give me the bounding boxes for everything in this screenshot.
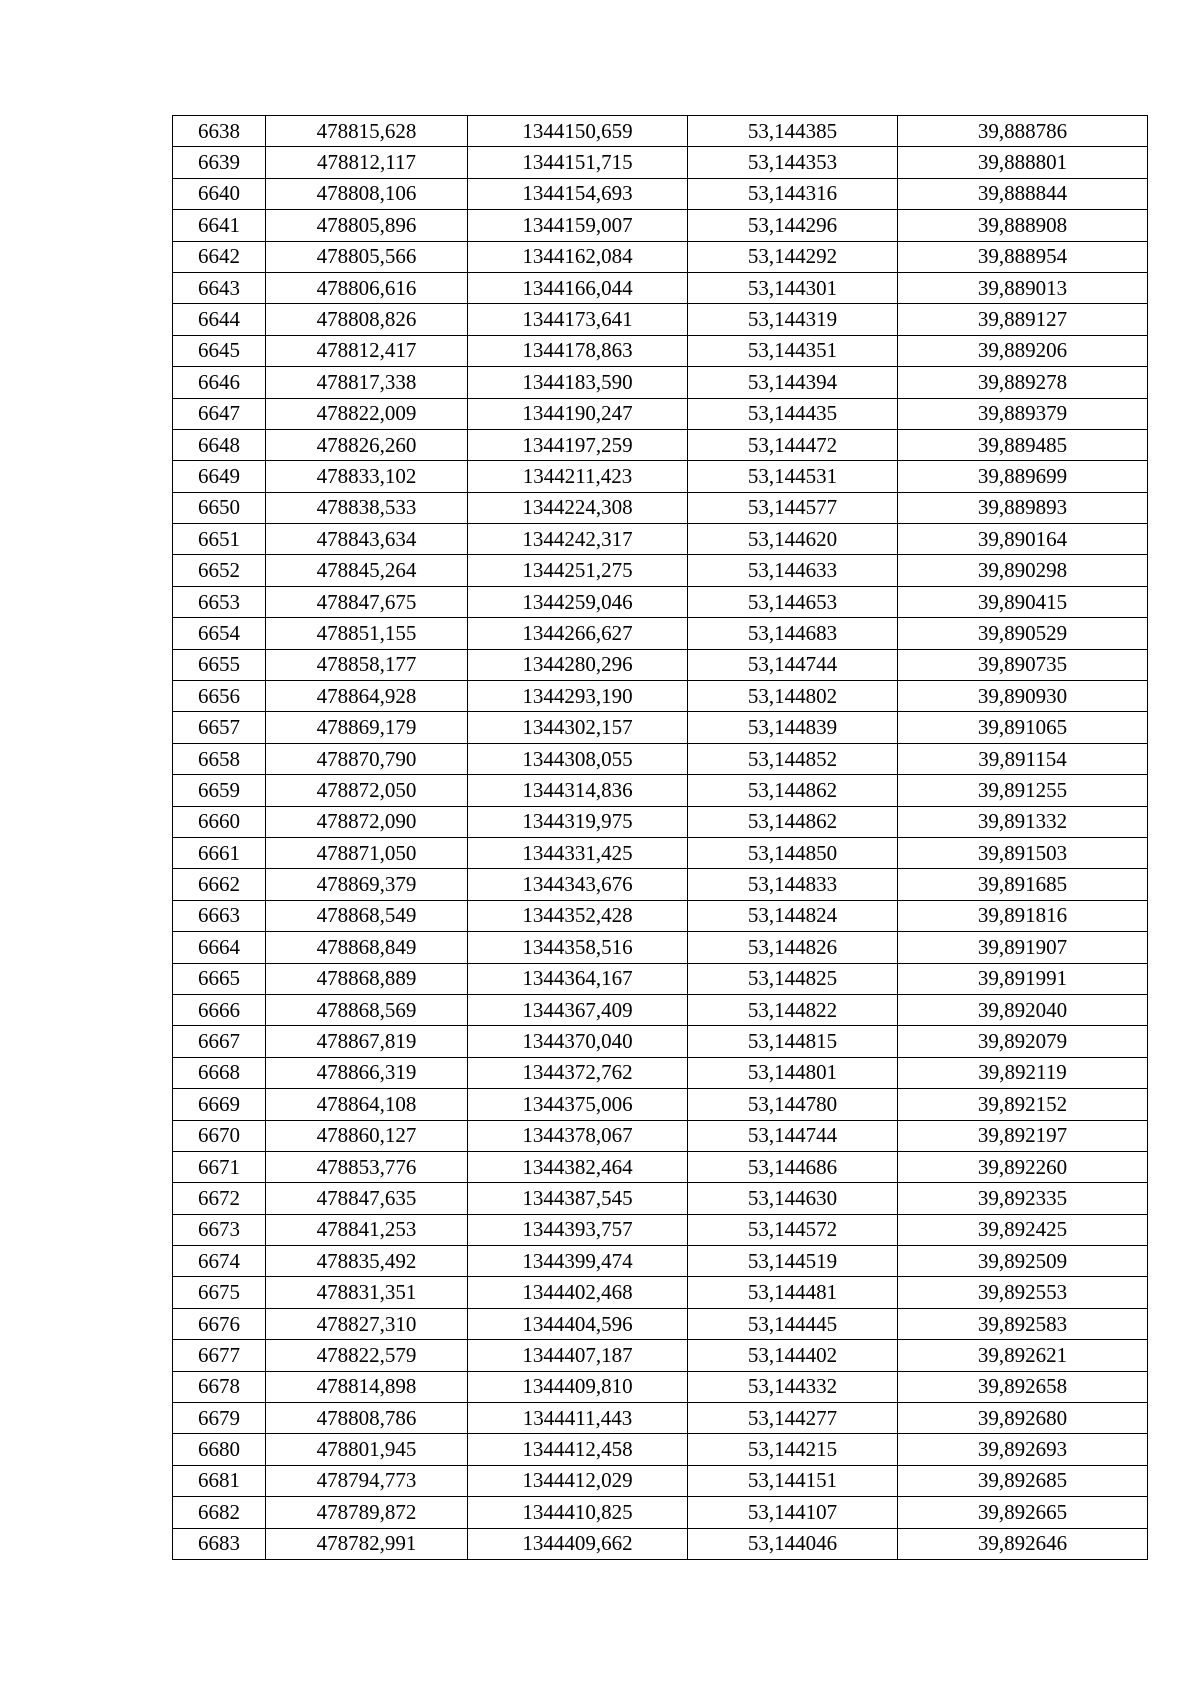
latitude-cell: 53,144296 [688, 210, 898, 241]
x-coordinate-cell: 478847,675 [266, 586, 468, 617]
latitude-cell: 53,144826 [688, 932, 898, 963]
y-coordinate-cell: 1344407,187 [468, 1340, 688, 1371]
point-number-cell: 6639 [173, 147, 266, 178]
table-row [173, 524, 1148, 555]
longitude-cell: 39,890529 [898, 618, 1148, 649]
longitude-cell: 39,892119 [898, 1057, 1148, 1088]
table-row [173, 492, 1148, 523]
table-row [173, 618, 1148, 649]
longitude-cell: 39,892685 [898, 1465, 1148, 1496]
y-coordinate-cell: 1344224,308 [468, 492, 688, 523]
y-coordinate-cell: 1344166,044 [468, 272, 688, 303]
table-row [173, 994, 1148, 1025]
table-row [173, 1528, 1148, 1559]
y-coordinate-cell: 1344364,167 [468, 963, 688, 994]
x-coordinate-cell: 478860,127 [266, 1120, 468, 1151]
y-coordinate-cell: 1344162,084 [468, 241, 688, 272]
y-coordinate-cell: 1344352,428 [468, 900, 688, 931]
y-coordinate-cell: 1344409,810 [468, 1371, 688, 1402]
longitude-cell: 39,892680 [898, 1403, 1148, 1434]
point-number-cell: 6663 [173, 900, 266, 931]
latitude-cell: 53,144351 [688, 335, 898, 366]
y-coordinate-cell: 1344331,425 [468, 837, 688, 868]
longitude-cell: 39,889127 [898, 304, 1148, 335]
x-coordinate-cell: 478870,790 [266, 743, 468, 774]
latitude-cell: 53,144824 [688, 900, 898, 931]
point-number-cell: 6669 [173, 1089, 266, 1120]
y-coordinate-cell: 1344410,825 [468, 1497, 688, 1528]
point-number-cell: 6644 [173, 304, 266, 335]
point-number-cell: 6661 [173, 837, 266, 868]
x-coordinate-cell: 478806,616 [266, 272, 468, 303]
x-coordinate-cell: 478817,338 [266, 367, 468, 398]
latitude-cell: 53,144277 [688, 1403, 898, 1434]
table-row [173, 147, 1148, 178]
x-coordinate-cell: 478872,090 [266, 806, 468, 837]
longitude-cell: 39,890298 [898, 555, 1148, 586]
point-number-cell: 6648 [173, 429, 266, 460]
latitude-cell: 53,144472 [688, 429, 898, 460]
point-number-cell: 6673 [173, 1214, 266, 1245]
table-row [173, 1183, 1148, 1214]
latitude-cell: 53,144332 [688, 1371, 898, 1402]
point-number-cell: 6682 [173, 1497, 266, 1528]
latitude-cell: 53,144215 [688, 1434, 898, 1465]
table-row [173, 367, 1148, 398]
x-coordinate-cell: 478864,928 [266, 681, 468, 712]
y-coordinate-cell: 1344159,007 [468, 210, 688, 241]
y-coordinate-cell: 1344211,423 [468, 461, 688, 492]
y-coordinate-cell: 1344367,409 [468, 994, 688, 1025]
x-coordinate-cell: 478867,819 [266, 1026, 468, 1057]
y-coordinate-cell: 1344412,029 [468, 1465, 688, 1496]
longitude-cell: 39,889278 [898, 367, 1148, 398]
point-number-cell: 6667 [173, 1026, 266, 1057]
point-number-cell: 6654 [173, 618, 266, 649]
y-coordinate-cell: 1344387,545 [468, 1183, 688, 1214]
latitude-cell: 53,144815 [688, 1026, 898, 1057]
point-number-cell: 6660 [173, 806, 266, 837]
coordinates-table-body [173, 116, 1148, 1560]
y-coordinate-cell: 1344412,458 [468, 1434, 688, 1465]
y-coordinate-cell: 1344378,067 [468, 1120, 688, 1151]
point-number-cell: 6662 [173, 869, 266, 900]
table-row [173, 649, 1148, 680]
x-coordinate-cell: 478801,945 [266, 1434, 468, 1465]
table-row [173, 429, 1148, 460]
longitude-cell: 39,890930 [898, 681, 1148, 712]
point-number-cell: 6666 [173, 994, 266, 1025]
point-number-cell: 6676 [173, 1308, 266, 1339]
point-number-cell: 6665 [173, 963, 266, 994]
longitude-cell: 39,892621 [898, 1340, 1148, 1371]
table-row [173, 398, 1148, 429]
longitude-cell: 39,892425 [898, 1214, 1148, 1245]
longitude-cell: 39,892040 [898, 994, 1148, 1025]
y-coordinate-cell: 1344280,296 [468, 649, 688, 680]
longitude-cell: 39,889013 [898, 272, 1148, 303]
latitude-cell: 53,144633 [688, 555, 898, 586]
x-coordinate-cell: 478868,549 [266, 900, 468, 931]
x-coordinate-cell: 478812,417 [266, 335, 468, 366]
point-number-cell: 6677 [173, 1340, 266, 1371]
latitude-cell: 53,144402 [688, 1340, 898, 1371]
y-coordinate-cell: 1344319,975 [468, 806, 688, 837]
longitude-cell: 39,890164 [898, 524, 1148, 555]
table-row [173, 743, 1148, 774]
longitude-cell: 39,888786 [898, 116, 1148, 147]
point-number-cell: 6671 [173, 1151, 266, 1182]
coordinates-table [172, 115, 1148, 1560]
longitude-cell: 39,888844 [898, 178, 1148, 209]
table-row [173, 1434, 1148, 1465]
latitude-cell: 53,144394 [688, 367, 898, 398]
table-row [173, 837, 1148, 868]
x-coordinate-cell: 478868,889 [266, 963, 468, 994]
x-coordinate-cell: 478866,319 [266, 1057, 468, 1088]
x-coordinate-cell: 478858,177 [266, 649, 468, 680]
y-coordinate-cell: 1344173,641 [468, 304, 688, 335]
latitude-cell: 53,144572 [688, 1214, 898, 1245]
y-coordinate-cell: 1344404,596 [468, 1308, 688, 1339]
x-coordinate-cell: 478847,635 [266, 1183, 468, 1214]
x-coordinate-cell: 478843,634 [266, 524, 468, 555]
y-coordinate-cell: 1344314,836 [468, 775, 688, 806]
x-coordinate-cell: 478826,260 [266, 429, 468, 460]
point-number-cell: 6675 [173, 1277, 266, 1308]
y-coordinate-cell: 1344293,190 [468, 681, 688, 712]
table-row [173, 1497, 1148, 1528]
point-number-cell: 6645 [173, 335, 266, 366]
longitude-cell: 39,892197 [898, 1120, 1148, 1151]
point-number-cell: 6653 [173, 586, 266, 617]
latitude-cell: 53,144683 [688, 618, 898, 649]
y-coordinate-cell: 1344343,676 [468, 869, 688, 900]
table-row [173, 1371, 1148, 1402]
point-number-cell: 6668 [173, 1057, 266, 1088]
table-row [173, 1151, 1148, 1182]
x-coordinate-cell: 478871,050 [266, 837, 468, 868]
latitude-cell: 53,144577 [688, 492, 898, 523]
y-coordinate-cell: 1344266,627 [468, 618, 688, 649]
latitude-cell: 53,144481 [688, 1277, 898, 1308]
x-coordinate-cell: 478782,991 [266, 1528, 468, 1559]
longitude-cell: 39,892658 [898, 1371, 1148, 1402]
longitude-cell: 39,888801 [898, 147, 1148, 178]
point-number-cell: 6641 [173, 210, 266, 241]
point-number-cell: 6651 [173, 524, 266, 555]
point-number-cell: 6649 [173, 461, 266, 492]
point-number-cell: 6655 [173, 649, 266, 680]
x-coordinate-cell: 478822,009 [266, 398, 468, 429]
x-coordinate-cell: 478869,379 [266, 869, 468, 900]
y-coordinate-cell: 1344382,464 [468, 1151, 688, 1182]
longitude-cell: 39,891065 [898, 712, 1148, 743]
latitude-cell: 53,144301 [688, 272, 898, 303]
x-coordinate-cell: 478822,579 [266, 1340, 468, 1371]
point-number-cell: 6678 [173, 1371, 266, 1402]
y-coordinate-cell: 1344259,046 [468, 586, 688, 617]
x-coordinate-cell: 478853,776 [266, 1151, 468, 1182]
longitude-cell: 39,889379 [898, 398, 1148, 429]
y-coordinate-cell: 1344399,474 [468, 1246, 688, 1277]
point-number-cell: 6674 [173, 1246, 266, 1277]
table-row [173, 210, 1148, 241]
point-number-cell: 6650 [173, 492, 266, 523]
point-number-cell: 6656 [173, 681, 266, 712]
point-number-cell: 6658 [173, 743, 266, 774]
y-coordinate-cell: 1344302,157 [468, 712, 688, 743]
latitude-cell: 53,144630 [688, 1183, 898, 1214]
latitude-cell: 53,144046 [688, 1528, 898, 1559]
x-coordinate-cell: 478815,628 [266, 116, 468, 147]
table-row [173, 272, 1148, 303]
point-number-cell: 6638 [173, 116, 266, 147]
latitude-cell: 53,144107 [688, 1497, 898, 1528]
x-coordinate-cell: 478835,492 [266, 1246, 468, 1277]
table-row [173, 1214, 1148, 1245]
x-coordinate-cell: 478805,896 [266, 210, 468, 241]
table-row [173, 963, 1148, 994]
y-coordinate-cell: 1344372,762 [468, 1057, 688, 1088]
table-row [173, 932, 1148, 963]
latitude-cell: 53,144839 [688, 712, 898, 743]
point-number-cell: 6664 [173, 932, 266, 963]
table-row [173, 555, 1148, 586]
x-coordinate-cell: 478808,786 [266, 1403, 468, 1434]
x-coordinate-cell: 478808,106 [266, 178, 468, 209]
table-row [173, 461, 1148, 492]
longitude-cell: 39,889485 [898, 429, 1148, 460]
x-coordinate-cell: 478831,351 [266, 1277, 468, 1308]
table-row [173, 1120, 1148, 1151]
table-row [173, 1089, 1148, 1120]
latitude-cell: 53,144620 [688, 524, 898, 555]
longitude-cell: 39,892260 [898, 1151, 1148, 1182]
table-row [173, 304, 1148, 335]
longitude-cell: 39,891255 [898, 775, 1148, 806]
point-number-cell: 6659 [173, 775, 266, 806]
x-coordinate-cell: 478872,050 [266, 775, 468, 806]
table-row [173, 178, 1148, 209]
y-coordinate-cell: 1344402,468 [468, 1277, 688, 1308]
latitude-cell: 53,144519 [688, 1246, 898, 1277]
longitude-cell: 39,892509 [898, 1246, 1148, 1277]
latitude-cell: 53,144292 [688, 241, 898, 272]
longitude-cell: 39,890415 [898, 586, 1148, 617]
table-row [173, 1308, 1148, 1339]
x-coordinate-cell: 478789,872 [266, 1497, 468, 1528]
x-coordinate-cell: 478814,898 [266, 1371, 468, 1402]
latitude-cell: 53,144686 [688, 1151, 898, 1182]
x-coordinate-cell: 478841,253 [266, 1214, 468, 1245]
latitude-cell: 53,144653 [688, 586, 898, 617]
point-number-cell: 6683 [173, 1528, 266, 1559]
table-row [173, 681, 1148, 712]
y-coordinate-cell: 1344190,247 [468, 398, 688, 429]
x-coordinate-cell: 478812,117 [266, 147, 468, 178]
y-coordinate-cell: 1344358,516 [468, 932, 688, 963]
y-coordinate-cell: 1344375,006 [468, 1089, 688, 1120]
x-coordinate-cell: 478851,155 [266, 618, 468, 649]
latitude-cell: 53,144852 [688, 743, 898, 774]
longitude-cell: 39,891907 [898, 932, 1148, 963]
point-number-cell: 6672 [173, 1183, 266, 1214]
latitude-cell: 53,144780 [688, 1089, 898, 1120]
latitude-cell: 53,144802 [688, 681, 898, 712]
table-row [173, 1026, 1148, 1057]
point-number-cell: 6647 [173, 398, 266, 429]
longitude-cell: 39,892335 [898, 1183, 1148, 1214]
longitude-cell: 39,891685 [898, 869, 1148, 900]
longitude-cell: 39,891816 [898, 900, 1148, 931]
x-coordinate-cell: 478838,533 [266, 492, 468, 523]
latitude-cell: 53,144319 [688, 304, 898, 335]
y-coordinate-cell: 1344251,275 [468, 555, 688, 586]
latitude-cell: 53,144435 [688, 398, 898, 429]
table-row [173, 241, 1148, 272]
longitude-cell: 39,891332 [898, 806, 1148, 837]
latitude-cell: 53,144353 [688, 147, 898, 178]
latitude-cell: 53,144531 [688, 461, 898, 492]
longitude-cell: 39,889206 [898, 335, 1148, 366]
y-coordinate-cell: 1344242,317 [468, 524, 688, 555]
table-row [173, 1246, 1148, 1277]
x-coordinate-cell: 478864,108 [266, 1089, 468, 1120]
point-number-cell: 6652 [173, 555, 266, 586]
longitude-cell: 39,889893 [898, 492, 1148, 523]
point-number-cell: 6657 [173, 712, 266, 743]
longitude-cell: 39,892079 [898, 1026, 1148, 1057]
table-row [173, 586, 1148, 617]
x-coordinate-cell: 478805,566 [266, 241, 468, 272]
latitude-cell: 53,144744 [688, 649, 898, 680]
longitude-cell: 39,892693 [898, 1434, 1148, 1465]
longitude-cell: 39,888908 [898, 210, 1148, 241]
latitude-cell: 53,144445 [688, 1308, 898, 1339]
table-row [173, 900, 1148, 931]
longitude-cell: 39,891154 [898, 743, 1148, 774]
table-row [173, 775, 1148, 806]
longitude-cell: 39,892665 [898, 1497, 1148, 1528]
latitude-cell: 53,144801 [688, 1057, 898, 1088]
y-coordinate-cell: 1344150,659 [468, 116, 688, 147]
x-coordinate-cell: 478868,849 [266, 932, 468, 963]
table-row [173, 712, 1148, 743]
point-number-cell: 6640 [173, 178, 266, 209]
y-coordinate-cell: 1344409,662 [468, 1528, 688, 1559]
x-coordinate-cell: 478868,569 [266, 994, 468, 1025]
longitude-cell: 39,891991 [898, 963, 1148, 994]
x-coordinate-cell: 478794,773 [266, 1465, 468, 1496]
y-coordinate-cell: 1344308,055 [468, 743, 688, 774]
point-number-cell: 6643 [173, 272, 266, 303]
longitude-cell: 39,892646 [898, 1528, 1148, 1559]
latitude-cell: 53,144833 [688, 869, 898, 900]
latitude-cell: 53,144862 [688, 806, 898, 837]
latitude-cell: 53,144151 [688, 1465, 898, 1496]
longitude-cell: 39,892152 [898, 1089, 1148, 1120]
y-coordinate-cell: 1344154,693 [468, 178, 688, 209]
point-number-cell: 6680 [173, 1434, 266, 1465]
table-row [173, 1277, 1148, 1308]
y-coordinate-cell: 1344393,757 [468, 1214, 688, 1245]
x-coordinate-cell: 478869,179 [266, 712, 468, 743]
longitude-cell: 39,888954 [898, 241, 1148, 272]
y-coordinate-cell: 1344370,040 [468, 1026, 688, 1057]
table-row [173, 1057, 1148, 1088]
y-coordinate-cell: 1344178,863 [468, 335, 688, 366]
longitude-cell: 39,891503 [898, 837, 1148, 868]
point-number-cell: 6679 [173, 1403, 266, 1434]
y-coordinate-cell: 1344183,590 [468, 367, 688, 398]
x-coordinate-cell: 478833,102 [266, 461, 468, 492]
y-coordinate-cell: 1344151,715 [468, 147, 688, 178]
latitude-cell: 53,144744 [688, 1120, 898, 1151]
x-coordinate-cell: 478845,264 [266, 555, 468, 586]
longitude-cell: 39,892583 [898, 1308, 1148, 1339]
y-coordinate-cell: 1344197,259 [468, 429, 688, 460]
latitude-cell: 53,144385 [688, 116, 898, 147]
table-row [173, 1403, 1148, 1434]
point-number-cell: 6646 [173, 367, 266, 398]
x-coordinate-cell: 478808,826 [266, 304, 468, 335]
longitude-cell: 39,892553 [898, 1277, 1148, 1308]
x-coordinate-cell: 478827,310 [266, 1308, 468, 1339]
y-coordinate-cell: 1344411,443 [468, 1403, 688, 1434]
table-row [173, 869, 1148, 900]
latitude-cell: 53,144850 [688, 837, 898, 868]
latitude-cell: 53,144316 [688, 178, 898, 209]
latitude-cell: 53,144862 [688, 775, 898, 806]
latitude-cell: 53,144822 [688, 994, 898, 1025]
table-row [173, 116, 1148, 147]
table-row [173, 806, 1148, 837]
point-number-cell: 6642 [173, 241, 266, 272]
latitude-cell: 53,144825 [688, 963, 898, 994]
point-number-cell: 6670 [173, 1120, 266, 1151]
table-row [173, 1340, 1148, 1371]
table-row [173, 1465, 1148, 1496]
longitude-cell: 39,889699 [898, 461, 1148, 492]
point-number-cell: 6681 [173, 1465, 266, 1496]
table-row [173, 335, 1148, 366]
longitude-cell: 39,890735 [898, 649, 1148, 680]
